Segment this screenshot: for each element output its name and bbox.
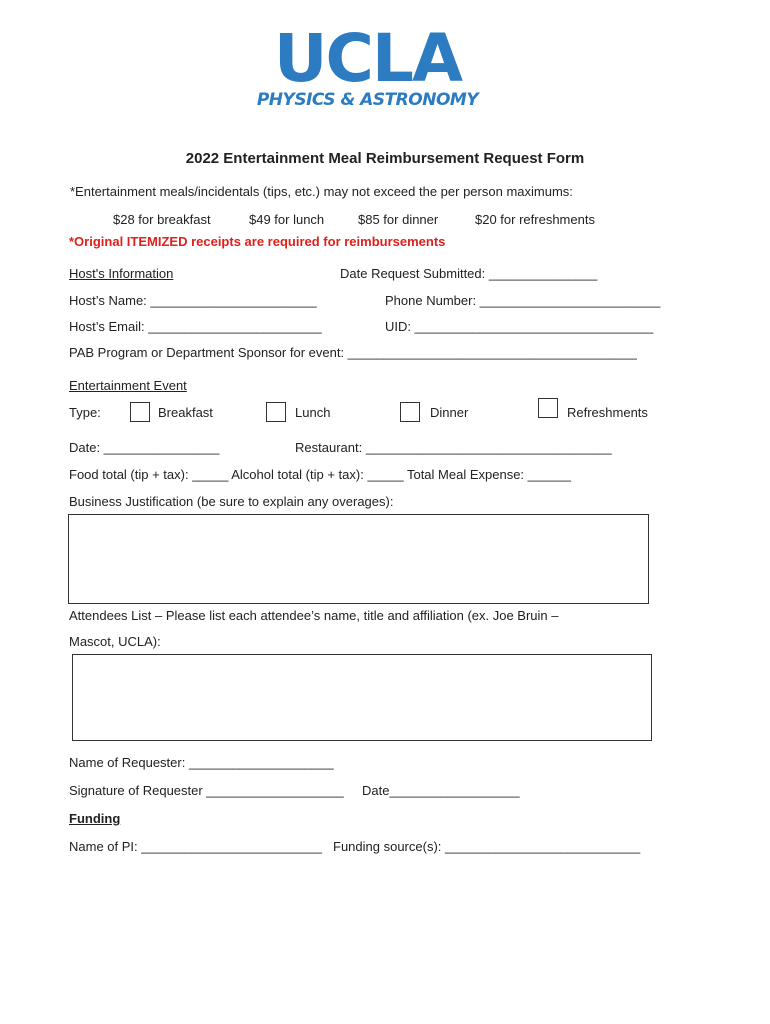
breakfast-checkbox[interactable]	[130, 402, 150, 422]
event-date-field[interactable]: Date: ________________	[69, 440, 220, 455]
attendees-label-line1: Attendees List – Please list each attendee’s name, title and affiliation (ex. Joe Bruin –	[69, 608, 559, 623]
pi-name-field[interactable]: Name of PI: _________________________	[69, 839, 322, 854]
host-info-heading: Host's Information	[69, 266, 174, 281]
sponsor-field[interactable]: PAB Program or Department Sponsor for event: ________________________________________	[69, 345, 637, 360]
uid-field[interactable]: UID: _________________________________	[385, 319, 654, 334]
form-title: 2022 Entertainment Meal Reimbursement Request Form	[185, 150, 585, 167]
justification-label: Business Justification (be sure to explain any overages):	[69, 494, 394, 509]
requester-name-field[interactable]: Name of Requester: ____________________	[69, 755, 334, 770]
requester-date-field[interactable]: Date__________________	[362, 783, 520, 798]
intro-text: *Entertainment meals/incidentals (tips, etc.) may not exceed the per person maximums:	[70, 184, 573, 199]
max-breakfast: $28 for breakfast	[113, 212, 211, 227]
refreshments-label: Refreshments	[567, 405, 648, 420]
lunch-label: Lunch	[295, 405, 331, 420]
receipts-note: *Original ITEMIZED receipts are required for reimbursements	[69, 234, 446, 249]
phone-number-field[interactable]: Phone Number: _________________________	[385, 293, 661, 308]
dinner-label: Dinner	[430, 405, 469, 420]
ucla-logo: UCLA	[273, 20, 462, 97]
lunch-checkbox[interactable]	[266, 402, 286, 422]
refreshments-checkbox[interactable]	[538, 398, 558, 418]
type-label: Type:	[69, 405, 101, 420]
date-submitted-field[interactable]: Date Request Submitted: _______________	[340, 266, 598, 281]
funding-source-field[interactable]: Funding source(s): ___________________________	[333, 839, 641, 854]
attendees-textbox[interactable]	[72, 654, 652, 741]
funding-heading: Funding	[69, 811, 121, 826]
justification-textbox[interactable]	[68, 514, 649, 604]
max-refreshments: $20 for refreshments	[475, 212, 595, 227]
host-email-field[interactable]: Host’s Email: ________________________	[69, 319, 322, 334]
attendees-label-line2: Mascot, UCLA):	[69, 634, 161, 649]
max-dinner: $85 for dinner	[358, 212, 439, 227]
host-name-field[interactable]: Host’s Name: _______________________	[69, 293, 317, 308]
breakfast-label: Breakfast	[158, 405, 213, 420]
restaurant-field[interactable]: Restaurant: __________________________________	[295, 440, 612, 455]
requester-signature-field[interactable]: Signature of Requester ___________________	[69, 783, 344, 798]
event-heading: Entertainment Event	[69, 378, 187, 393]
totals-line[interactable]: Food total (tip + tax): _____ Alcohol total (tip + tax): _____ Total Meal Expense: ______	[69, 467, 572, 482]
physics-astronomy-logo-text: PHYSICS & ASTRONOMY	[256, 90, 479, 110]
dinner-checkbox[interactable]	[400, 402, 420, 422]
max-lunch: $49 for lunch	[249, 212, 325, 227]
